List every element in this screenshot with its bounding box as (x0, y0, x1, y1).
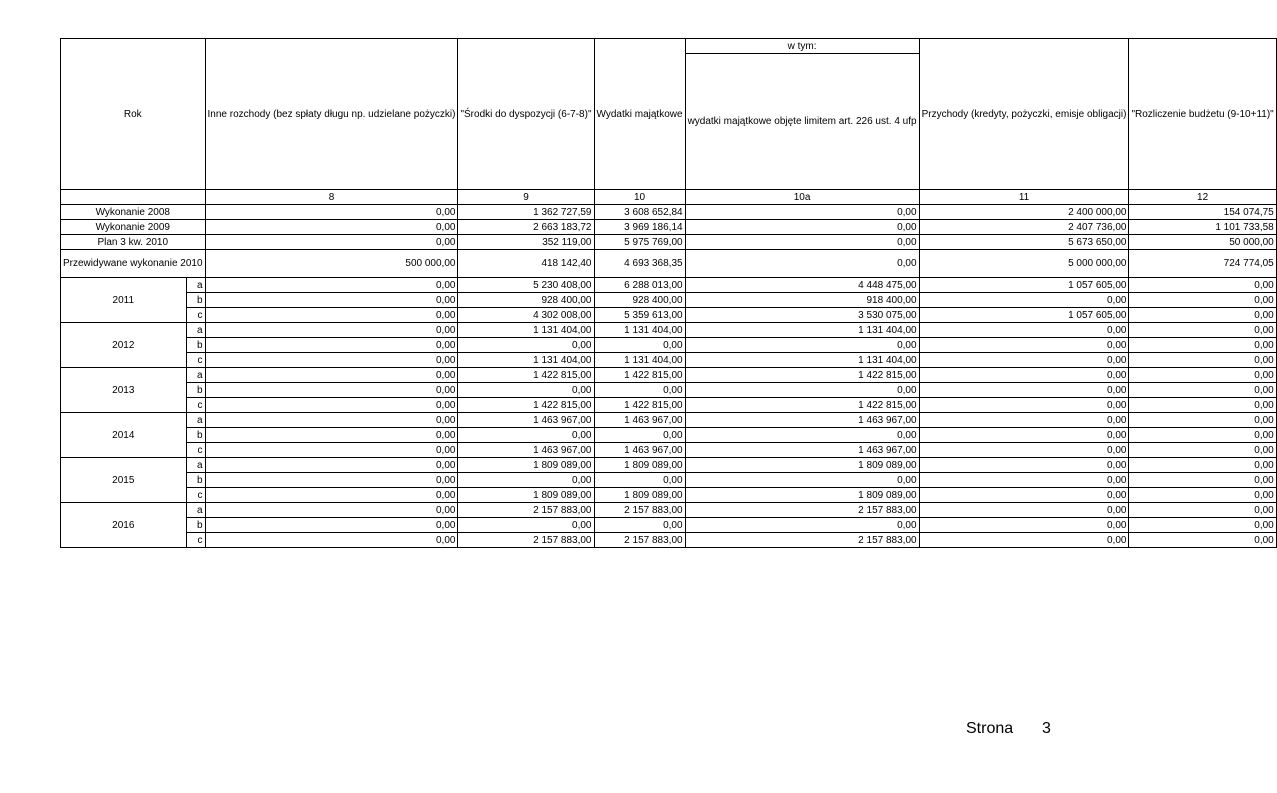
budget-table (60, 38, 1277, 548)
value-cell: 1 422 815,00 (685, 398, 919, 413)
value-cell: 2 157 883,00 (594, 503, 685, 518)
value-cell: 1 463 967,00 (458, 443, 594, 458)
value-cell: 0,00 (594, 428, 685, 443)
table-row (61, 503, 1277, 518)
value-cell: 0,00 (1129, 503, 1276, 518)
value-cell: 0,00 (205, 220, 458, 235)
value-cell: 724 774,05 (1129, 250, 1276, 278)
value-cell: 0,00 (919, 458, 1129, 473)
value-cell: 0,00 (1129, 338, 1276, 353)
table-row (61, 428, 1277, 443)
row-label: Przewidywane wykonanie 2010 (61, 250, 206, 278)
value-cell: 0,00 (685, 338, 919, 353)
table-row (61, 250, 1277, 278)
value-cell: 0,00 (205, 338, 458, 353)
table-row (61, 518, 1277, 533)
variant-label: b (186, 383, 205, 398)
value-cell: 1 131 404,00 (458, 353, 594, 368)
year-label: 2014 (61, 413, 187, 458)
table-row (61, 473, 1277, 488)
value-cell: 0,00 (685, 428, 919, 443)
value-cell: 0,00 (205, 533, 458, 548)
table-row (61, 205, 1277, 220)
value-cell: 0,00 (205, 383, 458, 398)
value-cell: 0,00 (919, 413, 1129, 428)
column-number: 10 (594, 190, 685, 205)
table-row (61, 353, 1277, 368)
year-label: 2015 (61, 458, 187, 503)
variant-label: c (186, 398, 205, 413)
column-number: 10a (685, 190, 919, 205)
value-cell: 1 422 815,00 (458, 398, 594, 413)
row-label: Plan 3 kw. 2010 (61, 235, 206, 250)
value-cell: 1 422 815,00 (685, 368, 919, 383)
value-cell: 0,00 (594, 383, 685, 398)
value-cell: 1 809 089,00 (458, 458, 594, 473)
value-cell: 0,00 (685, 518, 919, 533)
value-cell: 0,00 (919, 518, 1129, 533)
value-cell: 0,00 (1129, 353, 1276, 368)
value-cell: 0,00 (919, 323, 1129, 338)
value-cell: 5 359 613,00 (594, 308, 685, 323)
value-cell: 1 131 404,00 (594, 353, 685, 368)
table-row (61, 413, 1277, 428)
value-cell: 1 057 605,00 (919, 308, 1129, 323)
value-cell: 0,00 (1129, 293, 1276, 308)
value-cell: 0,00 (1129, 308, 1276, 323)
value-cell: 0,00 (458, 338, 594, 353)
value-cell: 1 131 404,00 (458, 323, 594, 338)
value-cell: 0,00 (685, 383, 919, 398)
value-cell: 1 362 727,59 (458, 205, 594, 220)
value-cell: 6 288 013,00 (594, 278, 685, 293)
value-cell: 0,00 (205, 458, 458, 473)
table-row (61, 235, 1277, 250)
value-cell: 4 448 475,00 (685, 278, 919, 293)
value-cell: 0,00 (1129, 443, 1276, 458)
value-cell: 0,00 (205, 278, 458, 293)
value-cell: 0,00 (205, 503, 458, 518)
table-row (61, 308, 1277, 323)
value-cell: 3 530 075,00 (685, 308, 919, 323)
value-cell: 0,00 (919, 293, 1129, 308)
value-cell: 2 663 183,72 (458, 220, 594, 235)
value-cell: 0,00 (205, 428, 458, 443)
value-cell: 0,00 (205, 368, 458, 383)
value-cell: 0,00 (1129, 488, 1276, 503)
value-cell: 1 463 967,00 (685, 413, 919, 428)
value-cell: 1 422 815,00 (594, 368, 685, 383)
value-cell: 154 074,75 (1129, 205, 1276, 220)
year-label: 2011 (61, 278, 187, 323)
variant-label: c (186, 488, 205, 503)
value-cell: 352 119,00 (458, 235, 594, 250)
column-number: 8 (205, 190, 458, 205)
table-row (61, 533, 1277, 548)
value-cell: 2 157 883,00 (685, 503, 919, 518)
header-rok: Rok (61, 39, 206, 190)
value-cell: 2 407 736,00 (919, 220, 1129, 235)
value-cell: 1 131 404,00 (685, 353, 919, 368)
value-cell: 0,00 (1129, 383, 1276, 398)
value-cell: 4 693 368,35 (594, 250, 685, 278)
variant-label: a (186, 323, 205, 338)
header-inne-rozchody: Inne rozchody (bez spłaty długu np. udzielane pożyczki) (205, 39, 458, 190)
value-cell: 0,00 (1129, 398, 1276, 413)
table-row (61, 220, 1277, 235)
value-cell: 5 673 650,00 (919, 235, 1129, 250)
value-cell: 0,00 (1129, 458, 1276, 473)
header-przychody: Przychody (kredyty, pożyczki, emisje obligacji) (919, 39, 1129, 190)
value-cell: 928 400,00 (458, 293, 594, 308)
value-cell: 918 400,00 (685, 293, 919, 308)
value-cell: 0,00 (1129, 518, 1276, 533)
variant-label: a (186, 368, 205, 383)
variant-label: a (186, 503, 205, 518)
footer-page-number: 3 (1042, 720, 1051, 737)
value-cell: 1 422 815,00 (458, 368, 594, 383)
value-cell: 4 302 008,00 (458, 308, 594, 323)
value-cell: 0,00 (205, 308, 458, 323)
header-w-tym: w tym: (685, 39, 919, 54)
table-row (61, 488, 1277, 503)
row-label: Wykonanie 2009 (61, 220, 206, 235)
value-cell: 0,00 (458, 473, 594, 488)
value-cell: 0,00 (594, 518, 685, 533)
value-cell: 1 809 089,00 (594, 458, 685, 473)
table-row (61, 398, 1277, 413)
value-cell: 0,00 (205, 353, 458, 368)
value-cell: 0,00 (205, 205, 458, 220)
variant-label: c (186, 308, 205, 323)
table-row (61, 278, 1277, 293)
value-cell: 0,00 (205, 488, 458, 503)
value-cell: 1 809 089,00 (594, 488, 685, 503)
header-srodki-do-dyspozycji: "Środki do dyspozycji (6-7-8)" (458, 39, 594, 190)
value-cell: 0,00 (1129, 473, 1276, 488)
table-row (61, 458, 1277, 473)
value-cell: 0,00 (205, 323, 458, 338)
table-row (61, 338, 1277, 353)
value-cell: 1 463 967,00 (594, 413, 685, 428)
value-cell: 0,00 (919, 353, 1129, 368)
value-cell: 0,00 (919, 338, 1129, 353)
variant-label: c (186, 443, 205, 458)
header-wydatki-majatkowe: Wydatki majątkowe (594, 39, 685, 190)
value-cell: 1 809 089,00 (458, 488, 594, 503)
footer-page-label: Strona (966, 720, 1014, 737)
value-cell: 0,00 (1129, 533, 1276, 548)
value-cell: 0,00 (205, 235, 458, 250)
variant-label: c (186, 353, 205, 368)
value-cell: 0,00 (205, 518, 458, 533)
value-cell: 2 157 883,00 (458, 533, 594, 548)
variant-label: a (186, 458, 205, 473)
table-row (61, 368, 1277, 383)
variant-label: b (186, 473, 205, 488)
value-cell: 3 969 186,14 (594, 220, 685, 235)
value-cell: 0,00 (685, 205, 919, 220)
value-cell: 0,00 (205, 413, 458, 428)
value-cell: 0,00 (685, 220, 919, 235)
value-cell: 1 422 815,00 (594, 398, 685, 413)
year-label: 2016 (61, 503, 187, 548)
value-cell: 0,00 (919, 443, 1129, 458)
value-cell: 418 142,40 (458, 250, 594, 278)
column-number-blank (61, 190, 206, 205)
value-cell: 0,00 (205, 443, 458, 458)
value-cell: 0,00 (1129, 428, 1276, 443)
value-cell: 1 131 404,00 (685, 323, 919, 338)
value-cell: 0,00 (919, 368, 1129, 383)
value-cell: 2 400 000,00 (919, 205, 1129, 220)
value-cell: 0,00 (685, 250, 919, 278)
value-cell: 2 157 883,00 (594, 533, 685, 548)
value-cell: 0,00 (1129, 413, 1276, 428)
variant-label: b (186, 338, 205, 353)
column-number: 9 (458, 190, 594, 205)
value-cell: 0,00 (685, 473, 919, 488)
value-cell: 1 463 967,00 (594, 443, 685, 458)
variant-label: b (186, 428, 205, 443)
value-cell: 1 809 089,00 (685, 488, 919, 503)
header-rozliczenie-budzetu: "Rozliczenie budżetu (9-10+11)" (1129, 39, 1276, 190)
value-cell: 1 101 733,58 (1129, 220, 1276, 235)
value-cell: 0,00 (205, 473, 458, 488)
value-cell: 0,00 (205, 293, 458, 308)
value-cell: 5 230 408,00 (458, 278, 594, 293)
table-row (61, 383, 1277, 398)
table-row (61, 443, 1277, 458)
value-cell: 5 975 769,00 (594, 235, 685, 250)
year-label: 2013 (61, 368, 187, 413)
variant-label: b (186, 293, 205, 308)
value-cell: 0,00 (458, 428, 594, 443)
value-cell: 0,00 (458, 518, 594, 533)
value-cell: 1 809 089,00 (685, 458, 919, 473)
value-cell: 0,00 (458, 383, 594, 398)
table-row (61, 323, 1277, 338)
variant-label: c (186, 533, 205, 548)
value-cell: 3 608 652,84 (594, 205, 685, 220)
value-cell: 0,00 (919, 428, 1129, 443)
header-wydatki-objete-limitem: wydatki majątkowe objęte limitem art. 226 ust. 4 ufp (685, 54, 919, 190)
value-cell: 928 400,00 (594, 293, 685, 308)
value-cell: 1 463 967,00 (685, 443, 919, 458)
value-cell: 0,00 (919, 503, 1129, 518)
value-cell: 0,00 (594, 338, 685, 353)
value-cell: 0,00 (685, 235, 919, 250)
value-cell: 1 131 404,00 (594, 323, 685, 338)
value-cell: 0,00 (594, 473, 685, 488)
value-cell: 1 463 967,00 (458, 413, 594, 428)
value-cell: 0,00 (1129, 323, 1276, 338)
value-cell: 0,00 (1129, 368, 1276, 383)
value-cell: 0,00 (919, 473, 1129, 488)
value-cell: 50 000,00 (1129, 235, 1276, 250)
value-cell: 1 057 605,00 (919, 278, 1129, 293)
value-cell: 2 157 883,00 (458, 503, 594, 518)
column-number: 11 (919, 190, 1129, 205)
variant-label: a (186, 413, 205, 428)
row-label: Wykonanie 2008 (61, 205, 206, 220)
value-cell: 0,00 (205, 398, 458, 413)
value-cell: 0,00 (919, 398, 1129, 413)
table-row (61, 293, 1277, 308)
year-label: 2012 (61, 323, 187, 368)
variant-label: a (186, 278, 205, 293)
value-cell: 5 000 000,00 (919, 250, 1129, 278)
value-cell: 0,00 (1129, 278, 1276, 293)
value-cell: 2 157 883,00 (685, 533, 919, 548)
value-cell: 0,00 (919, 383, 1129, 398)
value-cell: 500 000,00 (205, 250, 458, 278)
value-cell: 0,00 (919, 488, 1129, 503)
value-cell: 0,00 (919, 533, 1129, 548)
column-number: 12 (1129, 190, 1276, 205)
variant-label: b (186, 518, 205, 533)
